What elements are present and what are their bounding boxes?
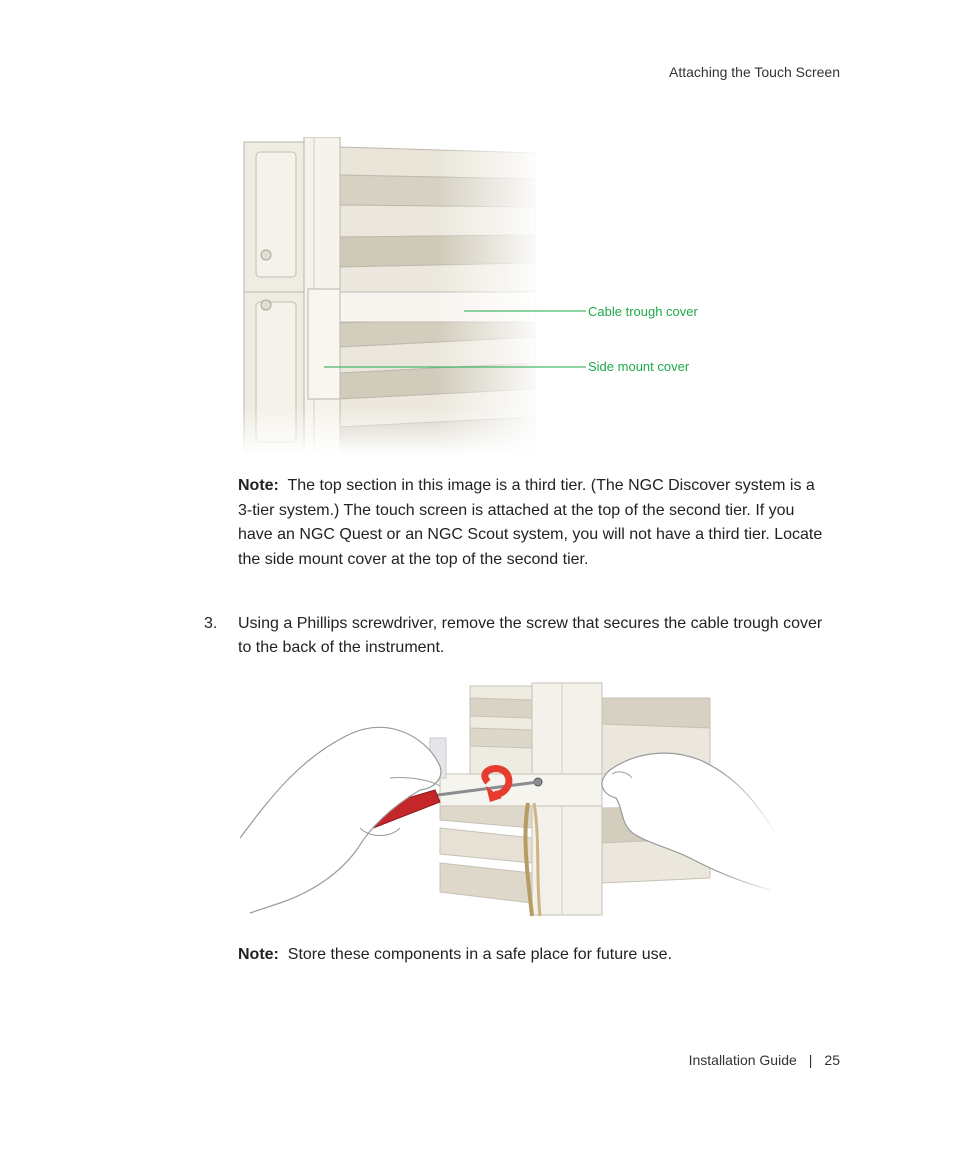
page-footer [689,1052,840,1068]
screwdriver-hands-drawing [240,678,778,918]
step-number: 3. [204,615,218,632]
page-number: 25 [824,1052,840,1068]
note-text: Store these components in a safe place for future use. [287,946,673,963]
tier-panels-drawing [236,137,676,455]
step-text: Using a Phillips screwdriver, remove the screw that secures the cable trough cover to the back of the instrument. [238,615,823,656]
instrument-back-illustration [236,137,698,455]
remove-screw-illustration [240,678,778,918]
footer-doc-title: Installation Guide [688,1052,797,1068]
note-text: The top section in this image is a third tier. (The NGC Discover system is a 3-tier system.) The touch screen is attached at the top of the second tier. If you have an NGC Quest or an NGC Scout system, you will not have a third tier. Locate the side mount cover at the top of the second tier. [238,477,823,568]
running-header: Attaching the Touch Screen [669,64,840,80]
callout-label-side-mount: Side mount cover [588,359,690,374]
note-label: Note: [238,946,279,963]
note-label: Note: [238,477,279,494]
note-third-tier [238,474,823,572]
footer-separator: | [808,1052,813,1068]
note-store-components [238,943,823,968]
callout-label-cable-trough: Cable trough cover [588,304,698,319]
